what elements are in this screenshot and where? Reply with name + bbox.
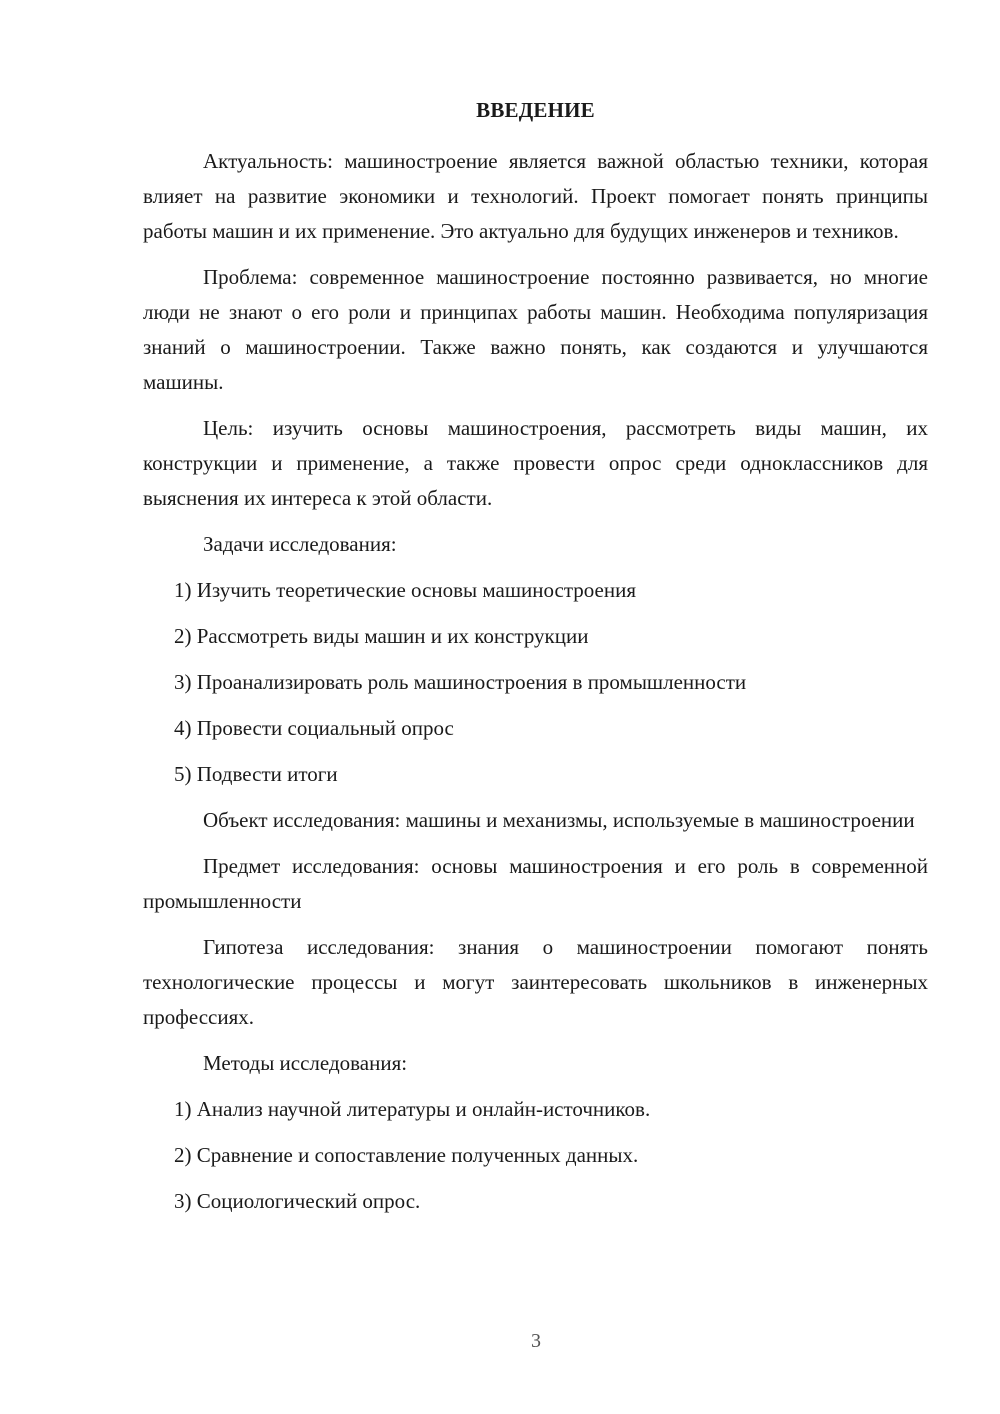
list-item: 2) Сравнение и сопоставление полученных данных. <box>174 1143 639 1167</box>
methods-list <box>143 1092 928 1219</box>
page-number: 3 <box>531 1330 541 1352</box>
problem-paragraph: Проблема: современное машиностроение постоянно развивается, но многие люди не знают о его роли и принципах работы машин. Необходима популяризация знаний о машиностроении. Также важно понять, как создаются и улучшаются машины. <box>143 265 928 394</box>
subject-paragraph: Предмет исследования: основы машиностроения и его роль в современной промышленности <box>143 854 928 913</box>
tasks-list <box>143 573 928 792</box>
hypothesis-paragraph: Гипотеза исследования: знания о машиностроении помогают понять технологические процессы и могут заинтересовать школьников в инженерных профессиях. <box>143 935 928 1029</box>
tasks-heading: Задачи исследования: <box>203 532 397 556</box>
methods-heading: Методы исследования: <box>203 1051 408 1075</box>
object-paragraph: Объект исследования: машины и механизмы, используемые в машиностроении <box>203 808 915 832</box>
page-title: ВВЕДЕНИЕ <box>476 98 595 122</box>
goal-paragraph: Цель: изучить основы машиностроения, рассмотреть виды машин, их конструкции и применение, а также провести опрос среди одноклассников для выяснения их интереса к этой области. <box>143 416 928 510</box>
list-item: 3) Социологический опрос. <box>174 1189 421 1213</box>
list-item: 1) Анализ научной литературы и онлайн-источников. <box>174 1097 651 1121</box>
relevance-paragraph: Актуальность: машиностроение является важной областью техники, которая влияет на развитие экономики и технологий. Проект помогает понять принципы работы машин и их применение. Это актуально для будущих инженеров и техников. <box>143 149 928 243</box>
document-page <box>143 94 928 1230</box>
list-item: 4) Провести социальный опрос <box>174 716 454 740</box>
list-item: 2) Рассмотреть виды машин и их конструкции <box>174 624 589 648</box>
list-item: 5) Подвести итоги <box>174 762 338 786</box>
list-item: 3) Проанализировать роль машиностроения в промышленности <box>174 670 747 694</box>
list-item: 1) Изучить теоретические основы машиностроения <box>174 578 636 602</box>
